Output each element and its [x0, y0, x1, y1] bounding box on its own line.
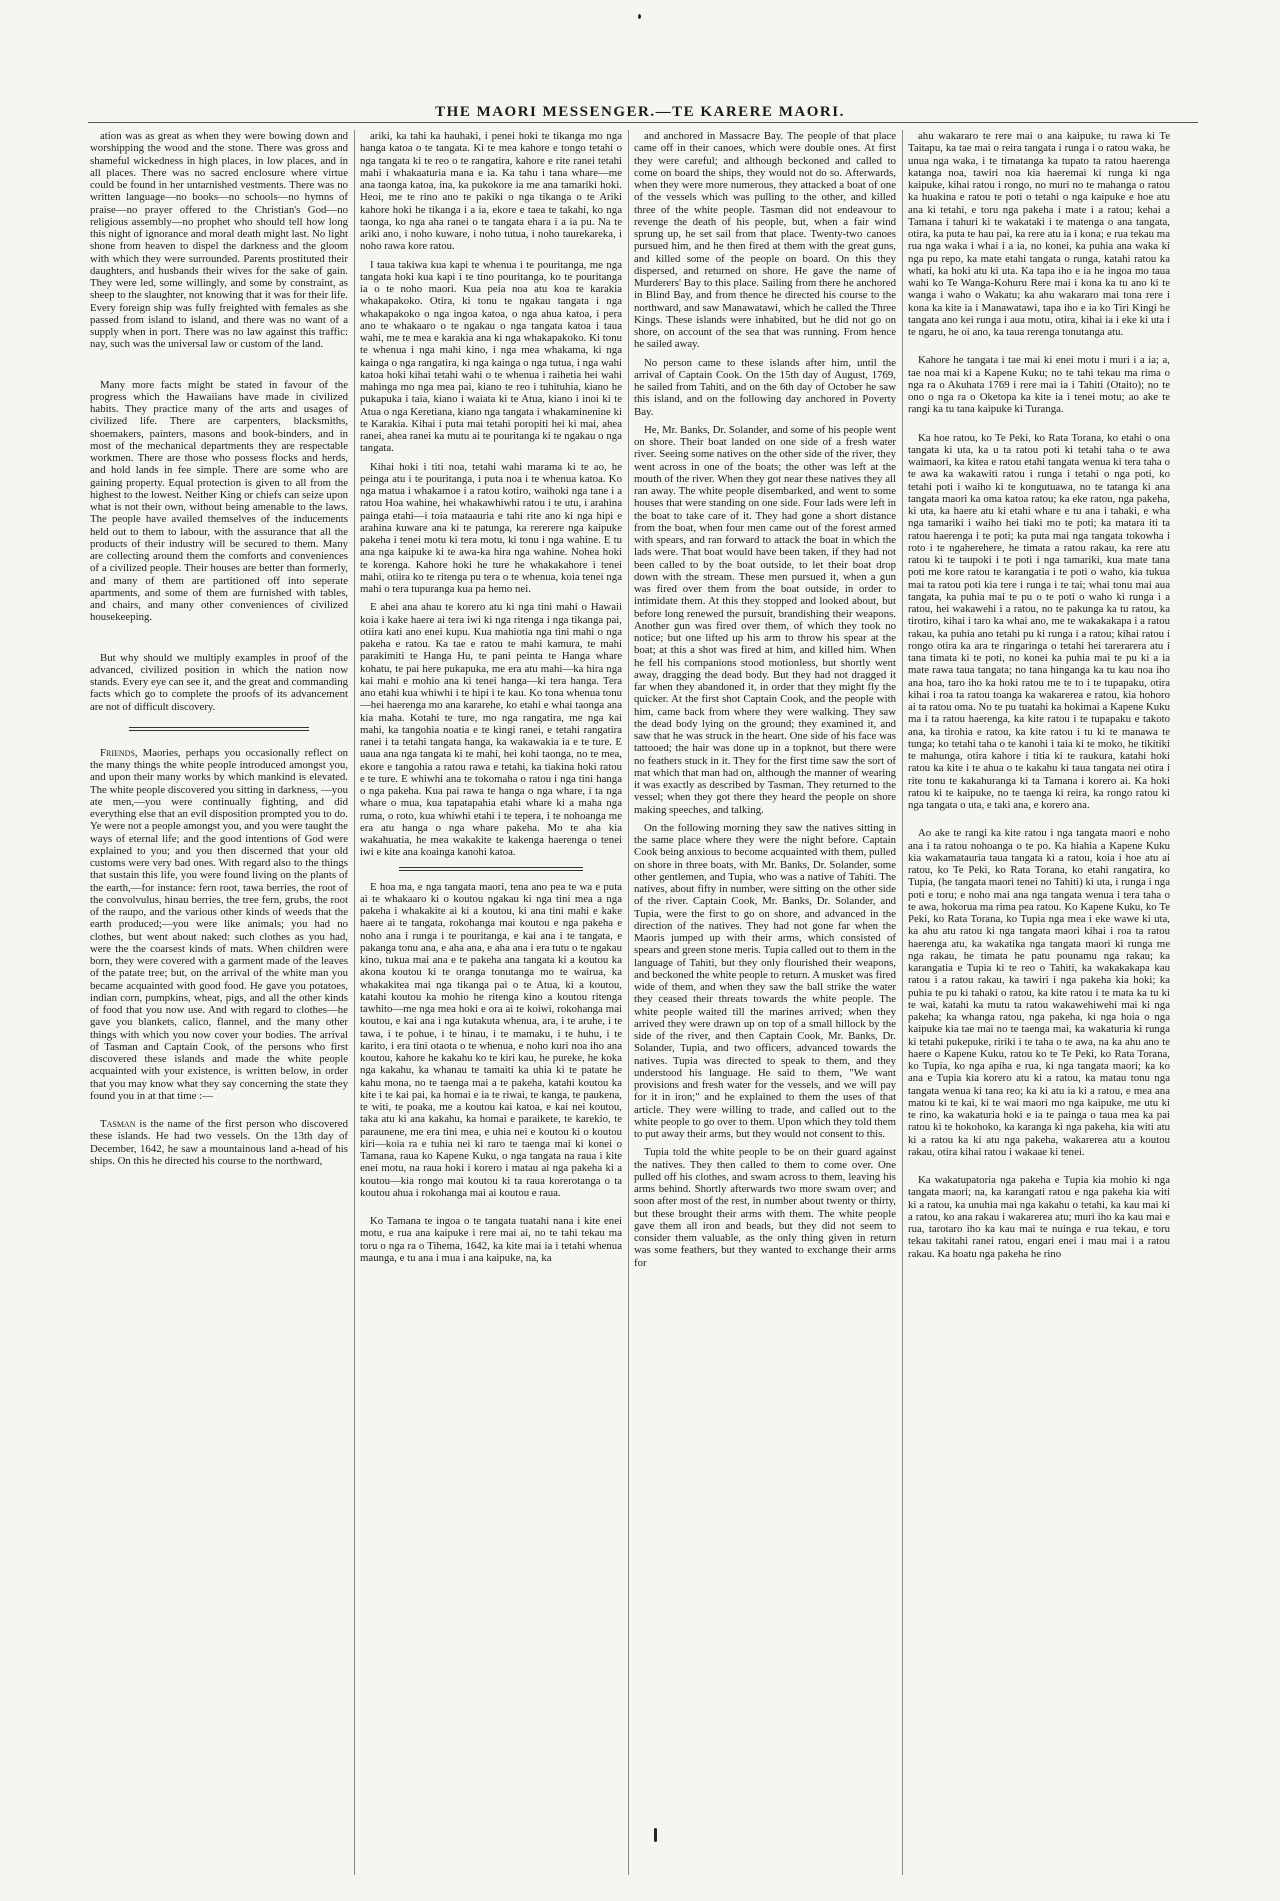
- paragraph-body: Maories, perhaps you occasionally reflect on the many things the white people introduced amongst you, and upon their many works by which mankind is elevated. The white people discovered you sitting in darkness, —you ate men,—you were continually fighting, and did everything else that an evil disposition prompted you to do. Ye were not a people amongst you, and you were taught the ways of eternal life; and the good intentions of God were explained to you; and you then discerned that your old customs were very bad ones. With regard also to the things that sustain this life, you were found living on the plants of the earth,—for instance: fern root, tawa berries, the root of the convolvulus, hinau berries, the tree fern, grubs, the root of the raupo, and the various other kinds of weeds that the earth produced;—you were like animals; you had no clothes, but went about naked: such clothes as you had, were the the coarsest kinds of mats. When children were born, they were covered with a garment made of the leaves of the patate tree; but, on the arrival of the white man you became acquainted with good food. He gave you potatoes, indian corn, pumpkins, wheat, pigs, and all the other kinds of food that you now use. And with regard to clothes—he gave you blankets, calico, flannel, and the many other things with which you now cover your bodies. The arrival of Tasman and Captain Cook, of the persons who first discovered these islands and made the white people acquainted with your existence, is written below, in order that you may know what they say concerning the state they found you in at that time :—: [90, 746, 348, 1102]
- paragraph: and anchored in Massacre Bay. The people of that place came off in their canoes, which were double ones. At first they were careful; and although beckoned and called to come on board the ships, they would not do so. Afterwards, when they were more numerous, they attacked a boat of one of the vessels which was pulling to the other, and killed three of the white people. Tasman did not endeavour to revenge the death of his people, but, when a fair wind sprung up, he set sail from that place. Twenty-two canoes pursued him, and he then fired at them with the great guns, and killed some of the people on board. On this they dispersed, and returned on shore. He gave the name of Murderers' Bay to this place. Sailing from there he anchored in Blind Bay, and from thence he directed his course to the northward, and saw Manawatawi, which he called the Three Kings. These islands were inhabited, but he did not go on shore, on account of the sea that was running. From hence he sailed away.: [634, 130, 896, 351]
- paragraph: E ahei ana ahau te korero atu ki nga tini mahi o Hawaii koia i kake haere ai tera iwi ki nga ritenga i nga tikanga pai, otiira kati ano enei kupu. Kua mahiotia nga tini mahi o nga pakeha e ratou. Ka tae e ratou te mahi kamura, te mahi parakimiti te Hanga Hu, te pani peinta te Hanga whare kohatu, te pai here pukapuka, me era atu mahi—ka hira nga kai mahi e mohio ana ki tenei hanga—ki tera hanga. Tera ano etahi kua whiwhi i te hipi i te kau. Ko tona whenua tonu—hei haerenga mo ana kararehe, ko etahi e whai taonga ana kia maha. Kotahi te ture, mo nga rangatira, me nga kai mahi, ka tangohia noatia e te kingi ranei, e tetahi rangatira ranei i ta tetahi tangata hanga, ka wakawakia ia e te ture. E uaua ana nga tangata ki te mahi, hei kohi taonga, no te mea, ekore e tangohia a ratou rawa e tetahi, ka tiakina hoki ratou e te ture. E whiwhi ana te tokomaha o ratou i nga tini hanga o nga pakeha. Kua pai rawa te hanga o nga whare, i ta nga whare o mua, kua tapatapahia etahi whare ki a maha nga ruma, o roto, kua whiwhi etahi i te tepera, i te nohoanga me era atu hanga o nga whare pakeha. Mo te aha kia wakahuatia, he mea wakakite te kakenga haerenga o tenei iwi e kite ana koainga kanohi katoa.: [360, 601, 622, 859]
- paragraph: Ao ake te rangi ka kite ratou i nga tangata maori e noho ana i ta ratou nohoanga o te po. Ka hiahia a Kapene Kuku kia wakamatauria taua tangata ki a ratou, koia i hoe atu ai ratou, ko Te Peki, ko Rata Torana, ko etahi rangatira, ko Tupia, (he tangata maori tenei no Tahiti) ki uta, i runga i nga poti e toru; e noho mai ana nga tangata wenua i tera taha o te awa, hokorua ma rima pea ratou. Ko Kapene Kuku, ko Te Peki, ko Rata Torana, ko Tupia nga mea i eke wawe ki uta, ka ahu atu ratou ki nga tangata maori kihai i roa ta ratou haerenga atu, ka wakatika nga tangata maori ki runga me nga rakau, he timata he patu pounamu nga rakau; ka karangatia e Tupia ki te reo o Tahiti, ka wakakakapa kau ratou i a ratou rakau, ka tawiri i nga pakeha kia hoki; ka puhia te pu ki tahaki o ratou, ka kite ratou i te mata ka tu ki te wai, katahi ka mutu ta ratou wakawehiwehi mai ki nga pakeha; ka whanga ratou, nga pakeha, ki nga hoia o nga kaipuke kia tae mai no te taenga mai, ka wakaturia ki runga ki tetahi pukepuke, ririki i te taha o te awa, na ka ahu ano te haere o Kapene Kuku, ratou ko te Te Peki, ko Rata Torana, ko Tupia, ko nga apiha e rua, ki nga tangata maori; ka ko ana e Tupia kia korero atu ki a ratou, ka matau tonu nga tangata wenua ki tana reo; ka ki atu ia ki a ratou, e mea ana matou ki te kai, ki te wai maori mo nga kaipuke, me utu ki te rino, ka wakaturia hoki e ia te painga o taua mea ka pai ratou ki te hokohoko, ka karanga ki nga pakeha, kia witi atu ki a ratou ka ki atu nga pakeha, wakarerea atu a koutou rakau, otira kihai ratou i wakaae ki tenei.: [908, 827, 1170, 1158]
- paragraph: ahu wakararo te rere mai o ana kaipuke, tu rawa ki Te Taitapu, ka tae mai o reira tangata i runga i o ratou waka, he unua nga waka, i te timatanga ka tupato ta ratou haerenga katanga noa, tawiri noa kia haeremai ki runga ki nga kaipuke, kihai ratou i rongo, no muri no te mahanga o ratou ka huakina e ratou te poti o tetahi o nga kaipuke e hoe atu ana ki tetahi, e toru nga pakeha i mate i a ratou; kehai a Tamana i tahuri ki te wakataki i te matenga o ana tangata, otira, ka puta te hau pai, ka rere atu ia i kona; e rua tekau ma rua nga waka i whai i a ia, no konei, ka puhia ana waka ki nga pu repo, ka mate etahi tangata o runga, katahi ratou ka whati, ka hoki atu ki uta. Ka tapa iho e ia he ingoa mo taua wahi ko Te Wanga-Kohuru Rere mai i kona ka tu ano ki te wanga i waho o Wakatu; ka ahu wakararo mai tona rere i kona ka kite ia i Manawatawi, tapa iho e ia ko Tiri Kingi he tangata ano kei runga i aua motu, otira, kihai ia i eke ki uta i te ngaru, he oi ano, ka taua rerenga tonutanga atu.: [908, 130, 1170, 338]
- section-separator: [129, 727, 310, 731]
- paragraph: Kahore he tangata i tae mai ki enei motu i muri i a ia; a, tae noa mai ki a Kapene Kuku; no te tahi tekau ma rima o nga ra o Akuhata 1769 i rere mai ia i Tahiti (Otaito); no te ono o nga ra o Oketopa ka kite ia i tenei motu; ao ake te rangi ka tu tana kaipuke ki Turanga.: [908, 354, 1170, 416]
- lead-word: Tasman: [100, 1118, 136, 1130]
- ink-speck: [654, 1828, 657, 1842]
- ink-speck: [638, 14, 641, 19]
- masthead-rule: [88, 122, 1198, 123]
- paragraph: [90, 747, 348, 1102]
- column-divider: [902, 130, 903, 1875]
- paragraph: Many more facts might be stated in favour of the progress which the Hawaiians have made in civilized habits. They practice many of the arts and usages of civilized life. There are carpenters, blacksmiths, shoemakers, painters, masons and book-binders, and in most of the mechanical departments they are respectable workmen. There are those who possess flocks and herds, and hold lands in fee simple. There are some who are gaining property. Equal protection is given to all from the highest to the lowest. Neither King or chiefs can seize upon what is not their own, without being amenable to the laws. The people have availed themselves of the inducements held out to them to labour, with the assurance that all the products of their industry will be secured to them. Many are collecting around them the comforts and conveniences of a civilized people. Their houses are better than formerly, and many of them are partitioned off into seperate apartments, and some of them are furnished with tables, and chairs, and many other conveniences of civilized housekeeping.: [90, 378, 348, 624]
- masthead: THE MAORI MESSENGER.—TE KARERE MAORI.: [435, 104, 845, 120]
- paragraph: He, Mr. Banks, Dr. Solander, and some of his people went on shore. Their boat landed on one side of a fresh water river. Seeing some natives on the other side of the river, they went across in one of the boats; the other was left at the mouth of the river. When they got near these natives they all ran away. The white people disembarked, and went to some houses that were standing on one side. Four lads were left in the boat to take care of it. They had gone a short distance from the boat, when four men came out of the forest armed with spears, and ran forward to attack the boat in which the lads were. That boat would have been taken, if they had not been called to by the boat outside, to let their boat drop down with the stream. These men pursued it, when a gun was fired over them from the boat outside, in order to intimidate them. At this they stopped and looked about, but before long renewed the pursuit, brandishing their weapons. Another gun was fired over them, of which they took no notice; but one lifted up his arm to throw his spear at the boat; at this a shot was fired at him, and killed him. When he fell his companions stood motionless, but shortly went away, dragging the dead body. But they had not dragged it far when they abandoned it, in order that they might fly the quicker. At the first shot Captain Cook, and the people with him, came back from where they were walking. They saw the dead body lying on the ground; they examined it, and saw that he was struck in the heart. One side of his face was tattooed; the hair was done up in a topknot, but there were no feathers stuck in it. They for the first time saw the sort of mat which that man had on, although the manner of wearing it was exactly as described by Tasman. They returned to the vessel; when they got there they heard the people on shore making speeches, and talking.: [634, 423, 896, 816]
- paragraph: I taua takiwa kua kapi te whenua i te pouritanga, me nga tangata hoki kua kapi i te tino pouritanga, ko te pouritanga ia o te noho maori. Kua peia noa atu koa te karakia whakapakoko. Otira, ki tonu te ngakau tangata i nga whakapakoko o nga ingoa katoa, o nga ahua katoa, i pera ano te whakaaro o te ngakau o nga tangata katoa i taua wahi, me te mea e karakia ana ki nga whakapakoko. Ki tonu te whenua i nga mahi kino, i nga mea whakama, ki nga kainga o nga rangatira, ki nga kainga o nga tutua, i nga wahi katoa hoki kihai tetahi wahi o te whenua i raihetia hei wahi mahinga mo nga mea pai, kiano te reo i tuhituhia, kiano he pukapuka i taia, kiano i waiata ki te Atua, kiano i inoi ki te Atua o nga Keretiana, kiano nga tangata i whakaminenine ki te Karakia. Kihai i puta mai tetahi poropiti hei ki mai, ahea ranei, ahea ranei ka mutu ai te pouritanga ki te ngakau o nga tangata.: [360, 258, 622, 455]
- paragraph-body: is the name of the first person who discovered these islands. He had two vessels. On the 13th day of December, 1642, he saw a mountainous land a-head of his ships. On this he directed his course to the northward,: [90, 1118, 348, 1167]
- column-divider: [354, 130, 355, 1875]
- column-divider: [628, 130, 629, 1875]
- paragraph: On the following morning they saw the natives sitting in the same place where they were the night before. Captain Cook being anxious to become acquainted with them, pulled on shore in three boats, with Mr. Banks, Dr. Solander, some other gentlemen, and Tupia, who was a native of Tahiti. The natives, about fifty in number, were sitting on the other side of the river. Captain Cook, Mr. Banks, Dr. Solander, and Tupia, were the first to go on shore, and advanced in the direction of the natives. They had not gone far when the Maoris jumped up with their arms, which consisted of spears and green stone meris. Tupia called out to them in the language of Tahiti, but they only flourished their weapons, and beckoned the white people to return. A musket was fired wide of them, and when they saw the ball strike the water they ceased their threats towards the white people. The white people waited till the marines arrived; when they arrived they were drawn up on top of a small hillock by the side of the river, and then Captain Cook, Mr. Banks, Dr. Solander, Tupia, and two officers, advanced towards the natives. Tupia was directed to speak to them, and they understood his language. He said to them, "We want provisions and fresh water for the vessels, and we will pay for it in iron;" and he explained to them the uses of that article. They were willing to trade, and called out to the white people to go over to them. Upon which they told them to put away their arms, but they would not consent to this.: [634, 821, 896, 1140]
- column-english-2: [634, 130, 896, 1875]
- column-english-1: [90, 130, 348, 1875]
- column-maori-2: [908, 130, 1170, 1875]
- paragraph: Ka hoe ratou, ko Te Peki, ko Rata Torana, ko etahi o ona tangata ki uta, ka u ta ratou poti ki tetahi taha o te awa waimaori, ka kitea e ratou etahi tangata wenua ki tera taha o te awa ka wakawiti ratou i runga i tetahi o nga poti, ko tetahi poti i waiho ki te kongutuawa, no te tatanga ki ana tangata maori ka oma katoa ratou; ka eke ratou, nga pakeha, ki uta, ka haere atu ki etahi whare e tu ana i tahaki, e wha nga tamariki i waiho hei tiaki mo te poti; ka matara iti ta ratou haerenga i te poti; ka puta mai nga tangata tokowha i roto i te ngaherehere, he timata a ratou rakau, ka rere atu ratou ki te taupoki i te poti i nga tamariki, kua mate tana poti me kore ratou te karangatia i te poti o waho, kia tukua mai ta ratou poti kia tere i runga i te tai; whai tonu mai aua tangata, ka puhia mai te pu o te poti o waho ki runga i a ratou, hei wakawehi i a ratou, no te pakunga ka tu ratou, ka tirotiro, kihai i taro ka whai ano, me te wakakakapa i a ratou rakau, ka puhia ano tetahi pu ki runga i a ratou; kihai ratou i rongo otira ka ara te ringaringa o tetahi hei tarerarera atu i tana timata ki te poti, no konei ka puhia mai te pu ki a ia mate rawa taua tangata; no tana hinganga ka tu kau noa iho ana hoa, taro iho ka hoki ratou me te to i te tupapaku, otira kihai i roa ta ratou toanga ka wakarerea e ratou, kia hohoro ai ta ratou oma. No te pu tuatahi ka hokimai a Kapene Kuku ma i ta ratou haerenga, ka kite ratou i te tupapaku e takoto ana, ka tirohia e ratou, ka kite ratou i tu ki te manawa te tunga; ko tetahi taha o te kanohi i taia ki te moko, he tikitiki te mahunga, otira kahore i titia ki te raukura, katahi hoki ratou ka kite i te ahua o te kakahu ki taua tangata nei otira i rite tonu te kakahuranga ki ta Tamana i korero ai. Ka hoki ratou ki te kaipuke, no te taenga ki reira, ka rongo ratou ki nga tangata o uta, e taki ana, e korero ana.: [908, 431, 1170, 811]
- paragraph: E hoa ma, e nga tangata maori, tena ano pea te wa e puta ai te whakaaro ki o koutou ngakau ki nga tini mea a nga pakeha i whakakite ai ki a koutou, ki ana tini mahi e kake haere ai te tangata, rokohanga mai koutou e nga pakeha e noho ana i runga i te pouritanga, e kai ana i te tangata, e pakanga tonu ana, e aha ana, e aha ana i era tutu o te ngakau kino, tukua mai ana e te pakeha ana tangata ki a koutou ka akona koutou ki te oranga tonutanga mo te wairua, ka whakakitea mai nga tikanga pai o te Atua, ki a koutou, katahi koutou ka mohio he ritenga kino a koutou ritenga tawhito—me nga mea hoki e ora ai te koiwi, rokohanga mai koutou, e kai ana i nga kutakuta whenua, ara, i te aruhe, i te tawa, i te pohue, i te hinau, i te mamaku, i te huhu, i te karito, i era tini otaota o te whenua, e noho kuri noa iho ana koutou, kahore he kakahu ko te kiri kau, he pureke, he koka nga kakahu, ka whanau te tamaiti ka uhia ki te patate he kahu mona, no te taenga mai a te pakeha, katahi koutou ka kite i te kai pai, ka homai e ia te riwai, te kanga, te paukena, te witi, te poaka, me a koutou kai katoa, e kai nei koutou, taka atu ki ana kakahu, ka homai e paraikete, te karekio, te paraunene, me era tini mea, e uhia nei e koutou ki o koutou kiri—koia ra e tuhia nei ki raro te taenga mai ki konei o Tamana, raua ko Kapene Kuku, o nga tangata na raua i kite enei motu, na raua hoki i korero i matau ai nga pakeha ki a koutou—kia rongo mai koutou ki ta raua korerotanga o ta koutou ahua i rokohanga mai ai koutou e raua.: [360, 880, 622, 1199]
- column-maori-1: [360, 130, 622, 1875]
- paragraph: ariki, ka tahi ka hauhaki, i penei hoki te tikanga mo nga hanga katoa o te tangata. Ki te mea kahore e tongo tetahi o nga tangata ki te reo o te rangatira, kahore e rite ranei tetahi mahi i whakaaturia mana e ia. Ka tahu i tana whare—me ana taonga katoa, ina, ka pukokore ia me ana tamariki hoki. Heoi, me te rino ano te pakiki o nga tikanga o te Ariki kahore hoki he tikanga i a ia, ekore e taea te takahi, ko nga taonga, ko nga aha ranei o te tangata ehara i a ia pu. Na te ariki ano, i noho kuware, i noho tutua, i noho taurekareka, i noho rawa kore ratou.: [360, 130, 622, 253]
- paragraph: ation was as great as when they were bowing down and worshipping the wood and the stone. There was gross and shameful wickedness in high places, in low places, and in all places. There was no sacred enclosure where virtue could be found in her untarnished vestments. There was no written language—no books—no schools—no hymns of praise—no prayer offered to the Christian's God—no religious assembly—no prophet who should tell how long this night of ignorance and moral death might last. No light shone from heaven to dispel the darkness and the gloom with which they were surrounded. Parents prostituted their daughters, and husbands their wives for the sake of gain. They were led, some willingly, and some by constraint, as sheep to the slaughter, not knowing that it was for their life. Every foreign ship was fully freighted with females as she passed from island to island, and there was no want of a supply when in port. There was no law against this traffic: nay, such was the universal law or custom of the land.: [90, 130, 348, 351]
- paragraph: No person came to these islands after him, until the arrival of Captain Cook. On the 15th day of August, 1769, he sailed from Tahiti, and on the 6th day of October he saw this island, and on the following day anchored in Poverty Bay.: [634, 356, 896, 418]
- paragraph: Tupia told the white people to be on their guard against the natives. They then called to them to come over. One pulled off his clothes, and swam across to them, leaving his arms behind. Shortly afterwards two more swam over; and soon after most of the rest, in number about twenty or thirty, but these brought their arms with them. The white people gave them all iron and beads, but they did not seem to consider them valuable, as the only thing given in return was some feathers, but they wanted to exchange their arms for: [634, 1146, 896, 1269]
- paragraph: Ka wakatupatoria nga pakeha e Tupia kia mohio ki nga tangata maori; na, ka karangati ratou e nga pakeha kia witi ki a ratou, ka unuhia mai nga kakahu o tetahi, ka kau mai ki a ratou, ko ana rakau i wakarerea atu; muri iho ka kau mai e rua, tarotaro iho ka kau mai te nuinga e rua tekau, e toru tekau takitahi ranei ratou, engari enei i mau mai i a ratou rakau. Ka hoatu nga pakeha he rino: [908, 1174, 1170, 1260]
- paragraph: Ko Tamana te ingoa o te tangata tuatahi nana i kite enei motu, e rua ana kaipuke i rere mai ai, no te tahi tekau ma toru o nga ra o Tihema, 1642, ka kite mai ia i tetahi whenua maunga, e tu ana i mua i ana kaipuke, na, ka: [360, 1215, 622, 1264]
- lead-word: Friends,: [100, 746, 138, 759]
- paragraph: [90, 1118, 348, 1167]
- paragraph: But why should we multiply examples in proof of the advanced, civilized position in which the nation now stands. Every eye can see it, and the great and commanding facts which go to complete the proofs of its advancement are not of difficult discovery.: [90, 651, 348, 713]
- section-separator: [399, 867, 582, 871]
- paragraph: Kihai hoki i titi noa, tetahi wahi marama ki te ao, he peinga atu i te pouritanga, i puta noa i te whenua katoa. Ko nga matua i whakamoe i a ratou kotiro, waihoki nga tane i a ratou Hoa wahine, hei whakawhiwhi ratou i te utu, i arahina painga etahi—i toia mataauria e tahi rite ano ki nga hipi e arahina kuware ana ki te patunga, ka rererere nga kaipuke pakeha i tenei motu ki tera motu, ki tonu i nga wahine. E tu ana nga kaipuke ki te awa-ka hira nga wahine. Nohea hoki te korenga. Kahore hoki he ture he whakakahore i tenei mahi, otiira ko te ritenga pu tera o te whenua, koia tenei nga mahi o tera tupuranga kua pa hemo nei.: [360, 460, 622, 595]
